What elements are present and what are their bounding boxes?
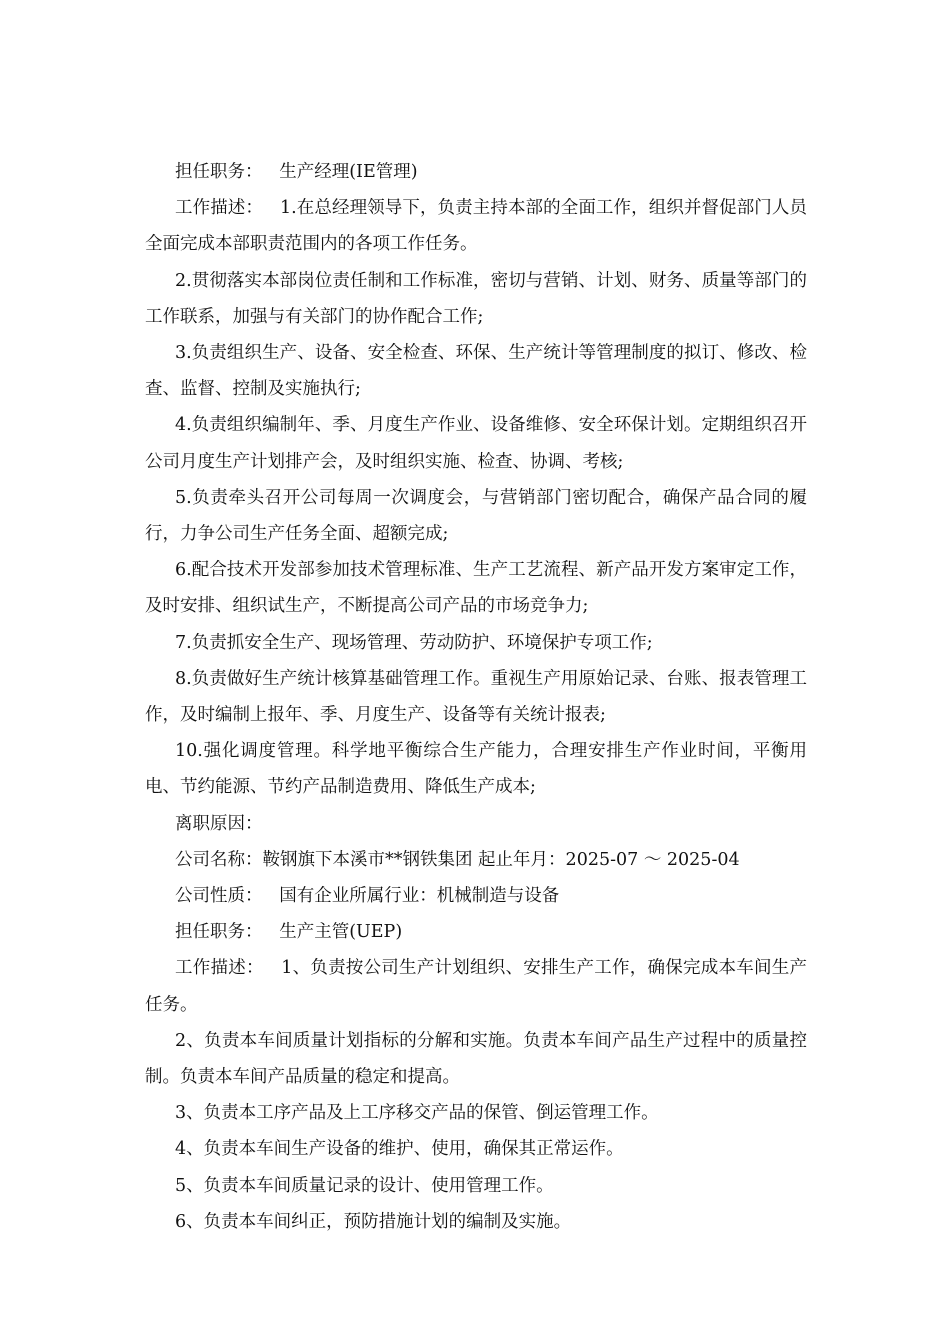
duty-paragraph	[145, 1095, 807, 1131]
company-type-label: 公司性质：	[175, 886, 263, 907]
duty-paragraph	[145, 1131, 807, 1167]
duty-item: 5、负责本车间质量记录的设计、使用管理工作。	[175, 1175, 554, 1196]
leave-reason-label: 离职原因：	[175, 813, 263, 834]
job-description-label: 工作描述：	[175, 958, 264, 979]
company-name-value: 鞍钢旗下本溪市**钢铁集团 起止年月：2025-07 ～ 2025-04	[262, 849, 740, 870]
duty-paragraph	[145, 733, 807, 805]
duty-item: 6.配合技术开发部参加技术管理标准、生产工艺流程、新产品开发方案审定工作，及时安排、组织试生产，不断提高公司产品的市场竞争力;	[145, 560, 807, 617]
duty-paragraph	[145, 1023, 807, 1095]
leave-reason-line	[145, 806, 807, 842]
company-name-line	[145, 842, 807, 878]
duty-item: 4.负责组织编制年、季、月度生产作业、设备维修、安全环保计划。定期组织召开公司月度生产计划排产会，及时组织实施、检查、协调、考核;	[145, 415, 807, 472]
duty-paragraph	[145, 625, 807, 661]
duty-item: 10.强化调度管理。科学地平衡综合生产能力，合理安排生产作业时间，平衡用电、节约能源、节约产品制造费用、降低生产成本;	[145, 741, 807, 798]
duty-item: 6、负责本车间纠正，预防措施计划的编制及实施。	[175, 1211, 572, 1232]
duty-paragraph	[145, 1168, 807, 1204]
duty-item: 1、负责按公司生产计划组织、安排生产工作，确保完成本车间生产任务。	[145, 958, 807, 1015]
duty-item: 7.负责抓安全生产、现场管理、劳动防护、环境保护专项工作;	[175, 632, 653, 653]
company-type-value: 国有企业所属行业：机械制造与设备	[279, 886, 560, 907]
position-value: 生产经理(IE管理)	[279, 162, 418, 182]
position-line-2	[145, 914, 807, 950]
duty-item: 8.负责做好生产统计核算基础管理工作。重视生产用原始记录、台账、报表管理工作，及时编制上报年、季、月度生产、设备等有关统计报表;	[145, 668, 807, 726]
position-value: 生产主管(UEP)	[279, 922, 403, 943]
duty-item: 4、负责本车间生产设备的维护、使用，确保其正常运作。	[175, 1139, 624, 1160]
duty-paragraph	[145, 335, 807, 407]
duty-paragraph	[145, 407, 807, 479]
duty-paragraph	[145, 480, 807, 552]
duty-item: 1.在总经理领导下，负责主持本部的全面工作，组织并督促部门人员全面完成本部职责范围内的各项工作任务。	[145, 198, 807, 255]
job-description-2	[145, 950, 807, 1022]
duty-paragraph	[145, 1204, 807, 1240]
job-description-1	[145, 190, 807, 262]
duty-paragraph	[145, 263, 807, 335]
duty-item: 2、负责本车间质量计划指标的分解和实施。负责本车间产品生产过程中的质量控制。负责本车间产品质量的稳定和提高。	[145, 1030, 807, 1088]
duty-item: 3、负责本工序产品及上工序移交产品的保管、倒运管理工作。	[175, 1103, 659, 1124]
duty-paragraph	[145, 661, 807, 733]
duty-paragraph	[145, 552, 807, 624]
position-line-1	[145, 154, 807, 190]
job-description-label: 工作描述：	[175, 198, 263, 219]
company-type-line	[145, 878, 807, 914]
company-name-label: 公司名称：	[175, 849, 263, 870]
document-body	[145, 154, 807, 1240]
position-label: 担任职务：	[175, 922, 263, 943]
duty-item: 3.负责组织生产、设备、安全检查、环保、生产统计等管理制度的拟订、修改、检查、监督、控制及实施执行;	[145, 343, 807, 400]
duty-item: 2.贯彻落实本部岗位责任制和工作标准，密切与营销、计划、财务、质量等部门的工作联系，加强与有关部门的协作配合工作;	[145, 270, 807, 327]
position-label: 担任职务：	[175, 162, 263, 182]
duty-item: 5.负责牵头召开公司每周一次调度会，与营销部门密切配合，确保产品合同的履行，力争公司生产任务全面、超额完成;	[145, 487, 807, 545]
